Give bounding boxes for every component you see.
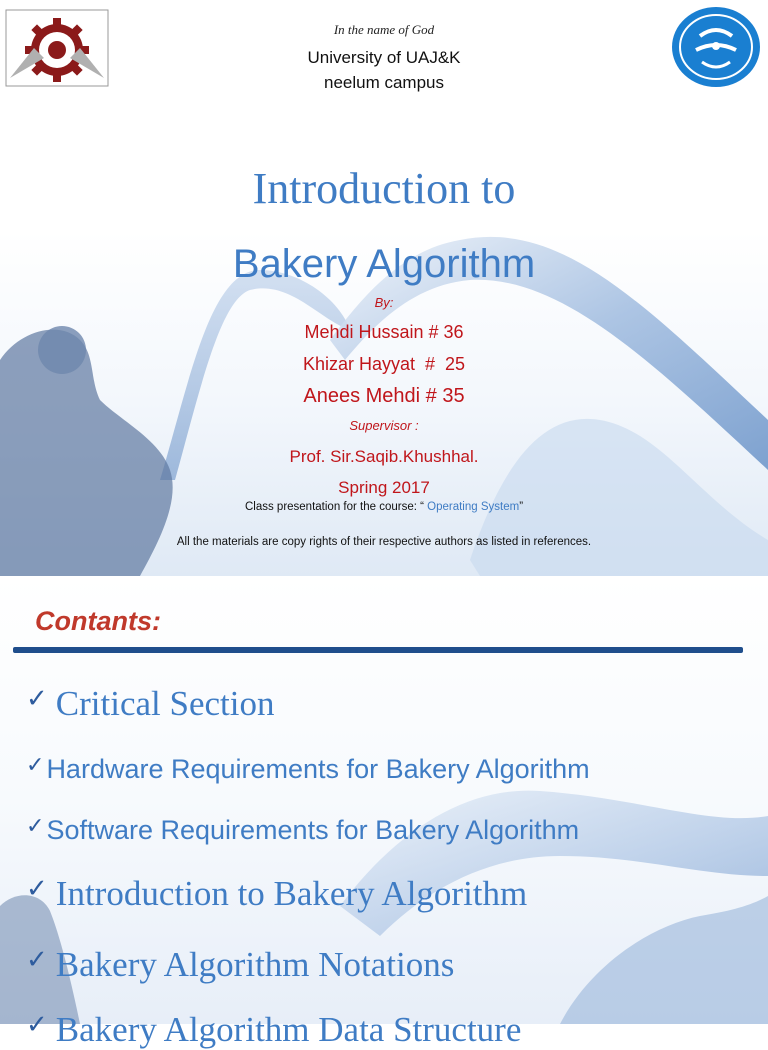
contents-item: [26, 874, 527, 914]
contents-item-label: Hardware Requirements for Bakery Algorithm: [46, 754, 590, 784]
contents-item-label: Critical Section: [55, 684, 275, 723]
university-name: University of UAJ&K: [307, 48, 461, 67]
by-label: By:: [374, 295, 394, 310]
checkmark-icon: ✓: [26, 753, 45, 778]
contents-item-label: Software Requirements for Bakery Algorithm: [46, 815, 580, 845]
term: Spring 2017: [338, 478, 430, 497]
contents-item-label: Bakery Algorithm Notations: [55, 945, 455, 984]
contents-item-label: Introduction to Bakery Algorithm: [55, 874, 528, 913]
title-line-1: Introduction to: [252, 164, 516, 213]
checkmark-icon: ✓: [26, 945, 48, 975]
supervisor-name: Prof. Sir.Saqib.Khushhal.: [289, 447, 479, 466]
campus-name: neelum campus: [323, 73, 444, 92]
contents-slide: [0, 576, 768, 1049]
copyright-notice: All the materials are copy rights of their respective authors as listed in references.: [176, 536, 592, 548]
course-prefix: Class presentation for the course: “: [244, 501, 428, 513]
checkmark-icon: ✓: [26, 684, 48, 714]
contents-item-label: Bakery Algorithm Data Structure: [55, 1010, 522, 1049]
contents-item: [26, 1010, 521, 1050]
checkmark-icon: ✓: [26, 874, 48, 904]
title-line-2: Bakery Algorithm: [232, 242, 536, 286]
supervisor-label: Supervisor :: [349, 418, 419, 433]
checkmark-icon: ✓: [26, 814, 45, 839]
contents-item: [26, 945, 454, 985]
contents-item: [26, 814, 579, 846]
author-3: Anees Mehdi # 35: [303, 385, 465, 407]
heading-divider: [13, 647, 743, 653]
course-suffix: ”: [519, 501, 524, 513]
contents-item: [26, 684, 275, 724]
contents-heading: Contants:: [35, 606, 161, 636]
course-name: Operating System: [427, 501, 520, 513]
checkmark-icon: ✓: [26, 1010, 48, 1040]
contents-item: [26, 753, 590, 785]
course-line: [0, 501, 768, 513]
motto: In the name of God: [333, 22, 435, 37]
author-2: Khizar Hayyat # 25: [302, 354, 466, 374]
author-1: Mehdi Hussain # 36: [304, 322, 464, 342]
